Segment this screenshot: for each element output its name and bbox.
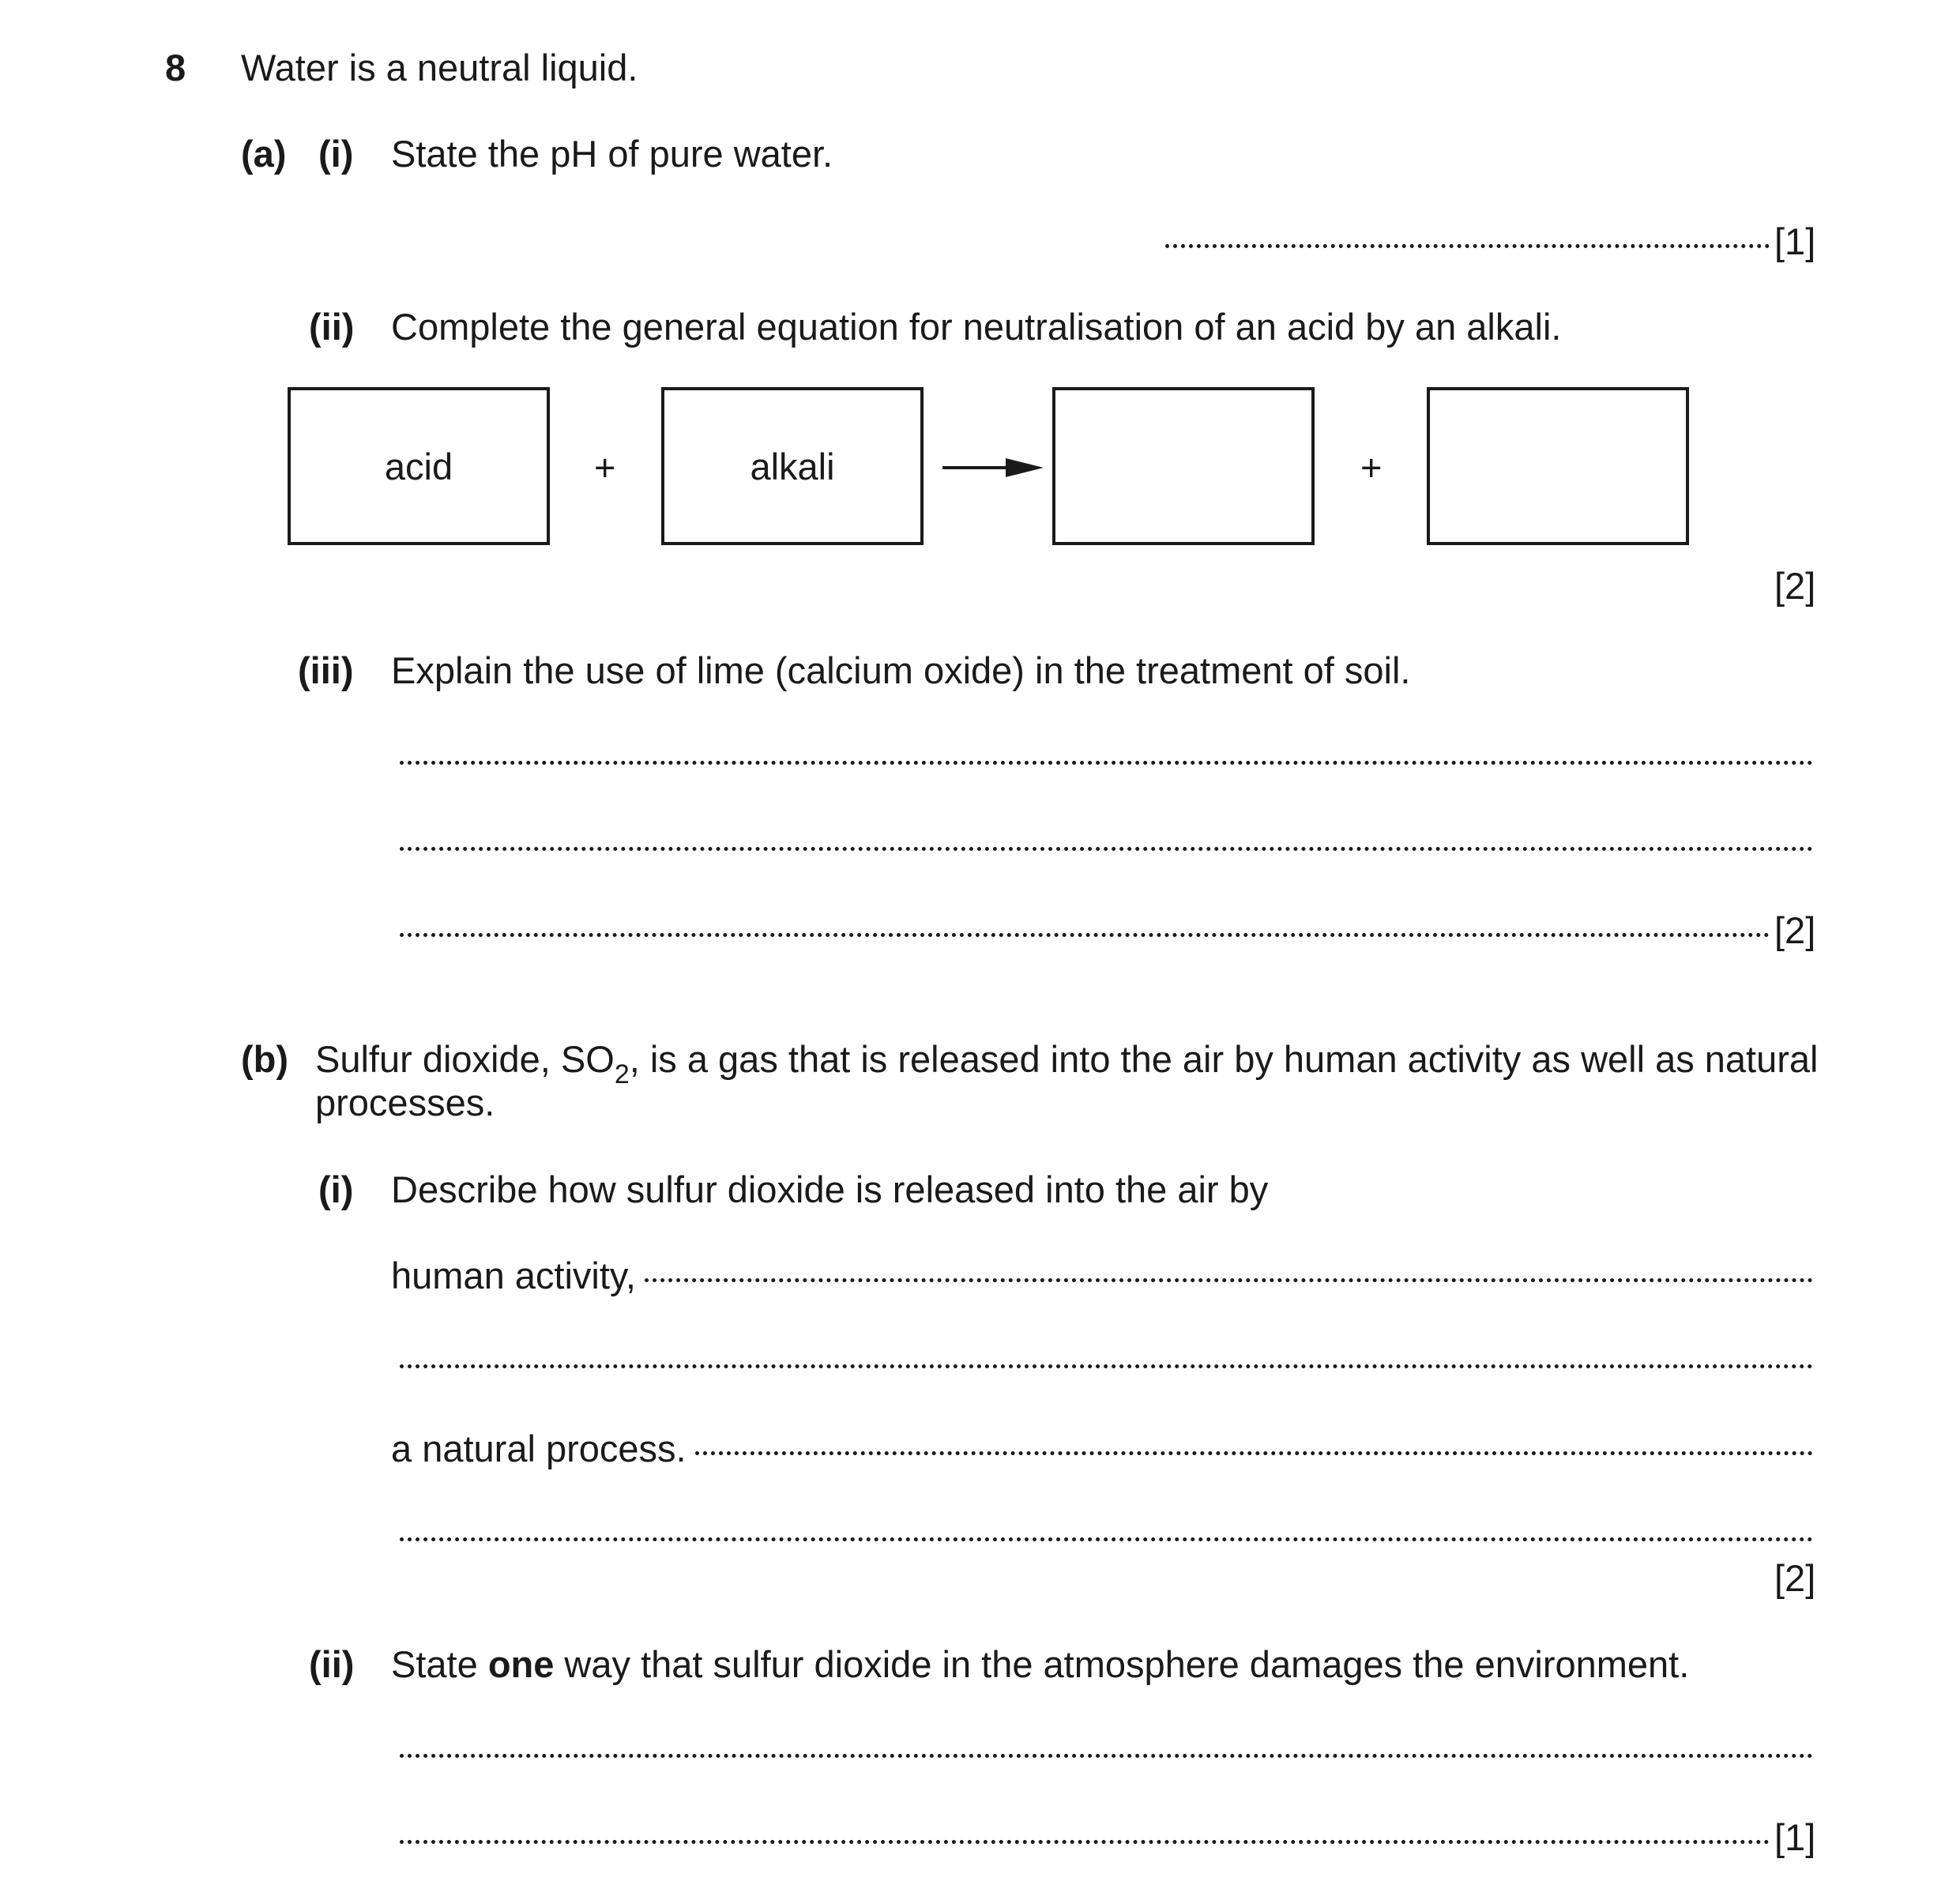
answer-line-a-iii-2[interactable] (400, 847, 1813, 851)
equation-box-product-2[interactable] (1427, 387, 1689, 545)
question-number: 8 (165, 47, 186, 88)
mark-a-iii: [2] (1774, 909, 1816, 951)
question-stem: Water is a neutral liquid. (241, 47, 638, 88)
mark-b-i: [2] (1774, 1557, 1816, 1599)
part-a-ii-text: Complete the general equation for neutralisation of an acid by an alkali. (391, 306, 1562, 348)
part-b-stem-post: , is a gas that is released into the air by human activity as well as natural (629, 1038, 1819, 1080)
part-b-ii-text-pre: State (391, 1643, 488, 1685)
equation-alkali-text: alkali (750, 445, 835, 487)
part-a-iii-label: (iii) (298, 649, 354, 691)
answer-line-b-ii-1[interactable] (400, 1754, 1813, 1758)
equation-acid-text: acid (384, 445, 453, 487)
mark-a-ii: [2] (1774, 565, 1816, 607)
part-b-ii-text (391, 1643, 1690, 1685)
part-b-ii-label: (ii) (309, 1643, 355, 1685)
part-a-iii-text: Explain the use of lime (calcium oxide) in the treatment of soil. (391, 649, 1411, 691)
arrow-right-icon (942, 457, 1047, 479)
part-b-stem-line-2: processes. (315, 1082, 495, 1123)
answer-line-b-i-human-2[interactable] (400, 1364, 1813, 1368)
equation-box-alkali (661, 387, 924, 545)
mark-b-ii: [1] (1774, 1816, 1816, 1858)
part-b-i-text: Describe how sulfur dioxide is released into the air by (391, 1168, 1269, 1210)
equation-box-product-1[interactable] (1052, 387, 1315, 545)
part-b-i-label: (i) (318, 1168, 354, 1210)
part-a-i-label: (i) (318, 133, 354, 175)
equation-plus-2: + (1360, 446, 1383, 488)
part-a-i-text: State the pH of pure water. (391, 133, 833, 175)
part-b-label: (b) (241, 1038, 289, 1080)
part-b-stem-subscript: 2 (614, 1059, 630, 1089)
part-b-stem-line-1 (315, 1038, 1819, 1089)
equation-plus-1: + (594, 446, 616, 488)
part-a-ii-label: (ii) (309, 306, 355, 348)
answer-line-b-i-natural-2[interactable] (400, 1537, 1813, 1541)
answer-line-a-iii-1[interactable] (400, 761, 1813, 765)
part-b-ii-text-post: way that sulfur dioxide in the atmosphere damages the environment. (554, 1643, 1690, 1685)
equation-box-acid (288, 387, 550, 545)
answer-line-b-i-natural-1[interactable] (695, 1451, 1813, 1455)
mark-a-i: [1] (1774, 220, 1816, 262)
part-a-label: (a) (241, 133, 287, 175)
part-b-stem-pre: Sulfur dioxide, SO (315, 1038, 615, 1080)
answer-line-b-ii-2[interactable] (400, 1840, 1770, 1844)
part-b-ii-text-bold: one (487, 1643, 555, 1685)
human-activity-label: human activity, (391, 1255, 636, 1296)
answer-line-b-i-human-1[interactable] (645, 1278, 1813, 1282)
answer-line-a-i[interactable] (1165, 244, 1770, 248)
answer-line-a-iii-3[interactable] (400, 933, 1770, 937)
natural-process-label: a natural process. (391, 1428, 687, 1469)
